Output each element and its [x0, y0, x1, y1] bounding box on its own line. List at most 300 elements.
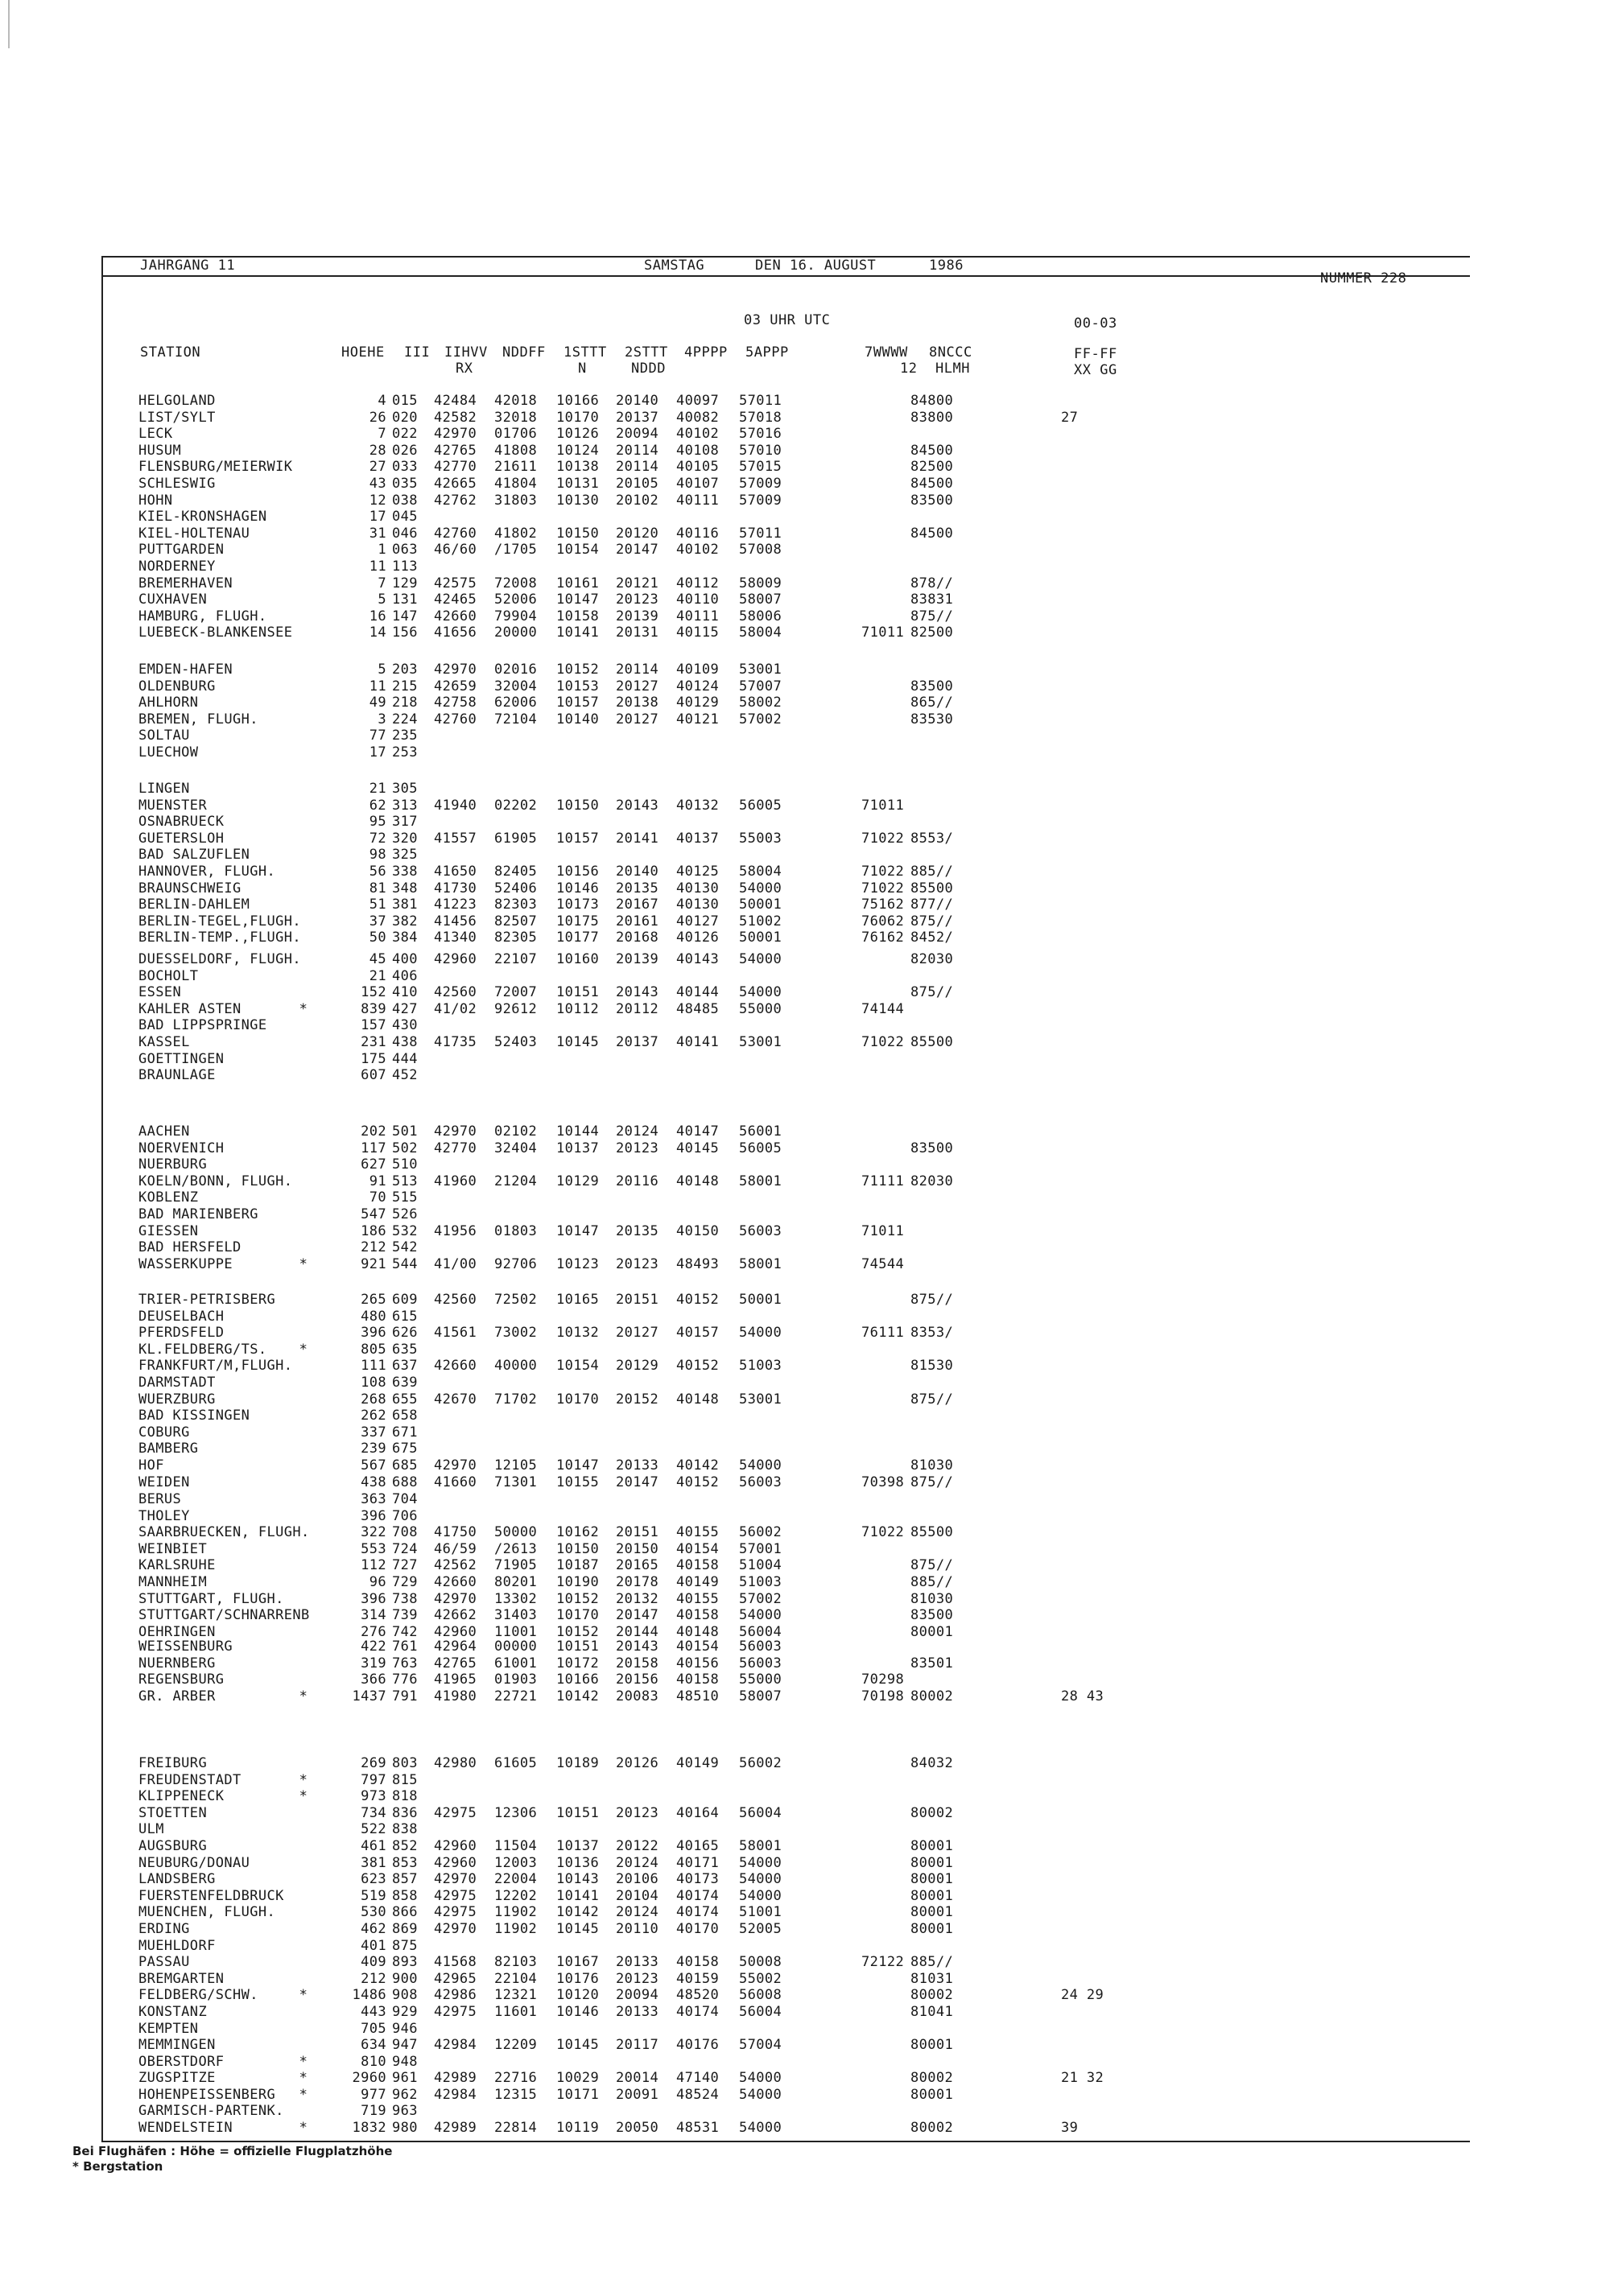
table-row: [103, 1871, 1470, 1888]
7wwww-value: 71111: [861, 1173, 905, 1189]
4pppp-value: 40148: [676, 1173, 720, 1189]
8nccc-value: 85500: [910, 880, 954, 897]
5appp-value: 56004: [739, 1804, 782, 1821]
station-height: 96: [369, 1573, 386, 1590]
4pppp-value: 40158: [676, 1954, 720, 1971]
station-number: 946: [392, 2020, 418, 2037]
2sttt-value: 20133: [616, 2003, 659, 2020]
iihvv-value: 42762: [434, 492, 477, 509]
4pppp-value: 40154: [676, 1540, 720, 1557]
iihvv-value: 42760: [434, 711, 477, 728]
station-name: BAMBERG: [138, 1441, 199, 1457]
1sttt-value: 10144: [556, 1123, 600, 1140]
station-number: 803: [392, 1755, 418, 1771]
5appp-value: 56005: [739, 1140, 782, 1156]
8nccc-value: 80001: [910, 1904, 954, 1921]
2sttt-value: 20138: [616, 695, 659, 711]
2sttt-value: 20123: [616, 1970, 659, 1987]
8nccc-value: 83530: [910, 711, 954, 728]
5appp-value: 54000: [739, 1871, 782, 1888]
nddff-value: 82305: [494, 930, 538, 946]
1sttt-value: 10147: [556, 1222, 600, 1239]
8nccc-value: 80001: [910, 1854, 954, 1871]
station-number: 235: [392, 728, 418, 744]
station-number: 320: [392, 830, 418, 847]
station-number: 815: [392, 1771, 418, 1788]
table-row: [103, 1557, 1470, 1574]
4pppp-value: 40149: [676, 1573, 720, 1590]
station-name: BREMEN, FLUGH.: [138, 711, 258, 728]
station-number: 724: [392, 1540, 418, 1557]
5appp-value: 51003: [739, 1573, 782, 1590]
issue-number: NUMMER 228: [1320, 270, 1407, 286]
5appp-value: 56001: [739, 1123, 782, 1140]
nddff-value: 72007: [494, 984, 538, 1001]
ffff-value: 27: [1061, 409, 1079, 426]
1sttt-value: 10170: [556, 1607, 600, 1624]
station-height: 265: [361, 1292, 386, 1308]
2sttt-value: 20123: [616, 1255, 659, 1272]
5appp-value: 54000: [739, 984, 782, 1001]
station-height: 70: [369, 1189, 386, 1206]
col-7wwww: 7WWWW: [865, 344, 908, 361]
iihvv-value: 41956: [434, 1222, 477, 1239]
station-number: 305: [392, 781, 418, 797]
4pppp-value: 40142: [676, 1457, 720, 1474]
station-height: 12: [369, 492, 386, 509]
1sttt-value: 10137: [556, 1837, 600, 1854]
station-height: 262: [361, 1408, 386, 1424]
table-row: [103, 1607, 1470, 1624]
2sttt-value: 20147: [616, 1474, 659, 1490]
station-height: 11: [369, 678, 386, 695]
4pppp-value: 48524: [676, 2086, 720, 2103]
8nccc-value: 81031: [910, 1970, 954, 1987]
station-number: 947: [392, 2037, 418, 2054]
table-row: [103, 1391, 1470, 1408]
nddff-value: 71301: [494, 1474, 538, 1490]
station-number: 382: [392, 913, 418, 930]
5appp-value: 54000: [739, 1607, 782, 1624]
2sttt-value: 20127: [616, 711, 659, 728]
station-name: BAD HERSFELD: [138, 1239, 242, 1256]
station-height: 49: [369, 695, 386, 711]
station-number: 858: [392, 1887, 418, 1904]
col-8nccc: 8NCCC: [929, 344, 972, 361]
station-number: 427: [392, 1000, 418, 1017]
2sttt-value: 20139: [616, 951, 659, 967]
station-name: DEUSELBACH: [138, 1308, 225, 1325]
1sttt-value: 10123: [556, 1255, 600, 1272]
4pppp-value: 40174: [676, 2003, 720, 2020]
station-height: 21: [369, 781, 386, 797]
station-number: 857: [392, 1871, 418, 1888]
iihvv-value: 42660: [434, 608, 477, 624]
table-row: [103, 575, 1470, 592]
station-number: 685: [392, 1457, 418, 1474]
nddff-value: 12321: [494, 1987, 538, 2004]
table-row: [103, 559, 1470, 575]
nddff-value: 12003: [494, 1854, 538, 1871]
iihvv-value: 42964: [434, 1639, 477, 1655]
mountain-marker: *: [299, 2070, 308, 2087]
5appp-value: 52005: [739, 1920, 782, 1937]
1sttt-value: 10130: [556, 492, 600, 509]
8nccc-value: 885//: [910, 1954, 954, 1971]
station-name: MANNHEIM: [138, 1573, 208, 1590]
station-height: 111: [361, 1358, 386, 1375]
station-height: 81: [369, 880, 386, 897]
8nccc-value: 80002: [910, 1804, 954, 1821]
station-name: OEHRINGEN: [138, 1623, 216, 1640]
iihvv-value: 41568: [434, 1954, 477, 1971]
station-height: 50: [369, 930, 386, 946]
table-row: [103, 1140, 1470, 1157]
station-height: 567: [361, 1457, 386, 1474]
station-group: [103, 951, 1470, 1084]
station-number: 253: [392, 744, 418, 761]
table-row: [103, 1755, 1470, 1772]
8nccc-value: 875//: [910, 984, 954, 1001]
7wwww-value: 71022: [861, 863, 905, 880]
table-row: [103, 1051, 1470, 1068]
5appp-value: 57011: [739, 393, 782, 409]
4pppp-value: 40155: [676, 1524, 720, 1541]
station-number: 063: [392, 542, 418, 559]
station-height: 627: [361, 1156, 386, 1173]
iihvv-value: 42484: [434, 393, 477, 409]
7wwww-value: 71022: [861, 1524, 905, 1541]
2sttt-value: 20139: [616, 608, 659, 624]
1sttt-value: 10158: [556, 608, 600, 624]
table-row: [103, 814, 1470, 831]
station-number: 156: [392, 624, 418, 641]
station-name: GIESSEN: [138, 1222, 199, 1239]
7wwww-value: 71022: [861, 830, 905, 847]
7wwww-value: 74544: [861, 1255, 905, 1272]
station-name: STUTTGART/SCHNARRENB: [138, 1607, 310, 1624]
4pppp-value: 40165: [676, 1837, 720, 1854]
station-number: 626: [392, 1325, 418, 1342]
iihvv-value: 42960: [434, 1854, 477, 1871]
station-number: 381: [392, 897, 418, 913]
station-name: REGENSBURG: [138, 1672, 225, 1688]
station-height: 5: [378, 592, 386, 608]
5appp-value: 55003: [739, 830, 782, 847]
station-height: 443: [361, 2003, 386, 2020]
nddff-value: 11902: [494, 1920, 538, 1937]
station-number: 502: [392, 1140, 418, 1156]
table-row: [103, 1239, 1470, 1256]
1sttt-value: 10145: [556, 1920, 600, 1937]
iihvv-value: 42560: [434, 984, 477, 1001]
table-row: [103, 2070, 1470, 2087]
8nccc-value: 877//: [910, 897, 954, 913]
nddff-value: 82303: [494, 897, 538, 913]
4pppp-value: 40144: [676, 984, 720, 1001]
station-name: GR. ARBER: [138, 1688, 216, 1704]
station-name: SCHLESWIG: [138, 475, 216, 492]
station-number: 224: [392, 711, 418, 728]
4pppp-value: 47140: [676, 2070, 720, 2087]
4pppp-value: 40154: [676, 1639, 720, 1655]
4pppp-value: 40121: [676, 711, 720, 728]
station-height: 112: [361, 1557, 386, 1574]
table-row: [103, 1508, 1470, 1525]
station-number: 675: [392, 1441, 418, 1457]
station-height: 62: [369, 797, 386, 814]
5appp-value: 58007: [739, 1688, 782, 1704]
1sttt-value: 10136: [556, 1854, 600, 1871]
station-height: 17: [369, 509, 386, 526]
table-row: [103, 1034, 1470, 1051]
station-name: BERLIN-TEMP.,FLUGH.: [138, 930, 302, 946]
station-name: BRAUNLAGE: [138, 1067, 216, 1084]
station-height: 37: [369, 913, 386, 930]
iihvv-value: 42960: [434, 1837, 477, 1854]
7wwww-value: 76162: [861, 930, 905, 946]
table-row: [103, 459, 1470, 476]
station-height: 269: [361, 1755, 386, 1771]
2sttt-value: 20127: [616, 678, 659, 695]
station-height: 152: [361, 984, 386, 1001]
5appp-value: 54000: [739, 951, 782, 967]
station-name: SOLTAU: [138, 728, 190, 744]
station-number: 020: [392, 409, 418, 426]
8nccc-value: 84500: [910, 525, 954, 542]
1sttt-value: 10187: [556, 1557, 600, 1574]
8nccc-value: 875//: [910, 608, 954, 624]
col-ffff: FF-FF: [1074, 346, 1117, 362]
8nccc-value: 875//: [910, 1391, 954, 1408]
iihvv-value: 42970: [434, 1457, 477, 1474]
station-number: 671: [392, 1424, 418, 1441]
table-row: [103, 2004, 1470, 2021]
observation-time: 03 UHR UTC: [744, 312, 831, 328]
col-2sttt: 2STTT: [625, 344, 668, 361]
station-number: 963: [392, 2103, 418, 2120]
5appp-value: 57015: [739, 459, 782, 476]
2sttt-value: 20117: [616, 2037, 659, 2054]
7wwww-value: 75162: [861, 897, 905, 913]
table-row: [103, 1457, 1470, 1474]
4pppp-value: 48493: [676, 1255, 720, 1272]
2sttt-value: 20133: [616, 1457, 659, 1474]
iihvv-value: 42560: [434, 1292, 477, 1308]
8nccc-value: 82030: [910, 1173, 954, 1189]
table-row: [103, 1805, 1470, 1822]
table-row: [103, 744, 1470, 761]
station-number: 313: [392, 797, 418, 814]
col-hoehe: HOEHE: [341, 344, 385, 361]
nddff-value: 41808: [494, 442, 538, 459]
4pppp-value: 40158: [676, 1557, 720, 1574]
2sttt-value: 20165: [616, 1557, 659, 1574]
4pppp-value: 40141: [676, 1033, 720, 1050]
iihvv-value: 42770: [434, 459, 477, 476]
station-number: 038: [392, 492, 418, 509]
1sttt-value: 10154: [556, 1358, 600, 1375]
8nccc-value: 878//: [910, 575, 954, 592]
1sttt-value: 10160: [556, 951, 600, 967]
5appp-value: 56008: [739, 1987, 782, 2004]
station-name: HOHENPEISSENBERG: [138, 2086, 276, 2103]
1sttt-value: 10165: [556, 1292, 600, 1308]
station-number: 317: [392, 814, 418, 831]
station-number: 438: [392, 1033, 418, 1050]
5appp-value: 58001: [739, 1837, 782, 1854]
footnotes: [72, 2144, 392, 2174]
8nccc-value: 84800: [910, 393, 954, 409]
1sttt-value: 10162: [556, 1524, 600, 1541]
station-height: 480: [361, 1308, 386, 1325]
station-name: KOELN/BONN, FLUGH.: [138, 1173, 293, 1189]
1sttt-value: 10138: [556, 459, 600, 476]
8nccc-value: 80001: [910, 1920, 954, 1937]
station-number: 818: [392, 1788, 418, 1805]
5appp-value: 58001: [739, 1255, 782, 1272]
station-number: 742: [392, 1623, 418, 1640]
station-height: 108: [361, 1374, 386, 1391]
nddff-value: 61905: [494, 830, 538, 847]
nddff-value: 20000: [494, 624, 538, 641]
mountain-marker: *: [299, 1255, 308, 1272]
iihvv-value: 42970: [434, 1590, 477, 1607]
iihvv-value: 42970: [434, 1920, 477, 1937]
date-label: DEN 16. AUGUST: [755, 258, 877, 274]
table-row: [103, 410, 1470, 427]
nddff-value: 32018: [494, 409, 538, 426]
2sttt-value: 20094: [616, 426, 659, 443]
table-row: [103, 1672, 1470, 1688]
station-height: 17: [369, 744, 386, 761]
table-row: [103, 2103, 1470, 2120]
7wwww-value: 70398: [861, 1474, 905, 1490]
station-name: FLENSBURG/MEIERWIK: [138, 459, 293, 476]
report-sheet: [101, 256, 1470, 2142]
station-height: 268: [361, 1391, 386, 1408]
station-name: STUTTGART, FLUGH.: [138, 1590, 284, 1607]
station-height: 43: [369, 475, 386, 492]
8nccc-value: 85500: [910, 1524, 954, 1541]
col-1sttt-sub: N: [578, 361, 587, 377]
station-group: [103, 393, 1470, 641]
nddff-value: 22814: [494, 2120, 538, 2137]
iihvv-value: 41980: [434, 1688, 477, 1704]
station-height: 810: [361, 2053, 386, 2070]
2sttt-value: 20105: [616, 475, 659, 492]
table-row: [103, 1838, 1470, 1855]
nddff-value: 11504: [494, 1837, 538, 1854]
station-group: [103, 1755, 1470, 2137]
station-name: PUTTGARDEN: [138, 542, 225, 559]
station-height: 91: [369, 1173, 386, 1189]
station-height: 409: [361, 1954, 386, 1971]
table-row: [103, 798, 1470, 814]
station-number: 929: [392, 2003, 418, 2020]
4pppp-value: 40129: [676, 695, 720, 711]
station-name: STOETTEN: [138, 1804, 208, 1821]
station-name: AUGSBURG: [138, 1837, 208, 1854]
4pppp-value: 40155: [676, 1590, 720, 1607]
nddff-value: 21611: [494, 459, 538, 476]
5appp-value: 58006: [739, 608, 782, 624]
nddff-value: 11902: [494, 1904, 538, 1921]
station-name: KARLSRUHE: [138, 1557, 216, 1574]
col-4pppp: 4PPPP: [684, 344, 728, 361]
station-name: NORDERNEY: [138, 558, 216, 575]
station-height: 27: [369, 459, 386, 476]
station-height: 98: [369, 847, 386, 864]
nddff-value: 92612: [494, 1000, 538, 1017]
station-name: GOETTINGEN: [138, 1050, 225, 1067]
station-name: ZUGSPITZE: [138, 2070, 216, 2087]
8nccc-value: 80001: [910, 1887, 954, 1904]
4pppp-value: 40111: [676, 492, 720, 509]
nddff-value: 22104: [494, 1970, 538, 1987]
1sttt-value: 10152: [556, 1590, 600, 1607]
1sttt-value: 10141: [556, 1887, 600, 1904]
station-group: [103, 1639, 1470, 1704]
station-height: 322: [361, 1524, 386, 1541]
table-row: [103, 1342, 1470, 1358]
5appp-value: 56003: [739, 1655, 782, 1672]
4pppp-value: 40148: [676, 1623, 720, 1640]
station-name: KASSEL: [138, 1033, 190, 1050]
1sttt-value: 10142: [556, 1904, 600, 1921]
station-number: 400: [392, 951, 418, 967]
5appp-value: 56003: [739, 1474, 782, 1490]
2sttt-value: 20120: [616, 525, 659, 542]
station-number: 532: [392, 1222, 418, 1239]
station-number: 838: [392, 1821, 418, 1838]
5appp-value: 57004: [739, 2037, 782, 2054]
station-height: 21: [369, 967, 386, 984]
station-number: 635: [392, 1341, 418, 1358]
2sttt-value: 20123: [616, 1140, 659, 1156]
station-number: 526: [392, 1206, 418, 1222]
5appp-value: 50001: [739, 930, 782, 946]
station-number: 893: [392, 1954, 418, 1971]
8nccc-value: 83831: [910, 592, 954, 608]
station-name: BAD LIPPSPRINGE: [138, 1017, 267, 1034]
station-name: HOHN: [138, 492, 173, 509]
table-row: [103, 1904, 1470, 1921]
2sttt-value: 20121: [616, 575, 659, 592]
table-row: [103, 592, 1470, 608]
iihvv-value: 42970: [434, 426, 477, 443]
5appp-value: 54000: [739, 1457, 782, 1474]
nddff-value: 22721: [494, 1688, 538, 1704]
5appp-value: 57011: [739, 525, 782, 542]
1sttt-value: 10166: [556, 393, 600, 409]
iihvv-value: 42575: [434, 575, 477, 592]
4pppp-value: 40115: [676, 624, 720, 641]
footer-rule: [103, 2141, 1470, 2142]
5appp-value: 54000: [739, 2120, 782, 2137]
col-7wwww-sub: 12: [900, 361, 918, 377]
7wwww-value: 76062: [861, 913, 905, 930]
station-name: LECK: [138, 426, 173, 443]
station-height: 117: [361, 1140, 386, 1156]
mountain-marker: *: [299, 1341, 308, 1358]
2sttt-value: 20141: [616, 830, 659, 847]
5appp-value: 57001: [739, 1540, 782, 1557]
5appp-value: 57002: [739, 1590, 782, 1607]
station-height: 977: [361, 2086, 386, 2103]
table-row: [103, 1987, 1470, 2004]
table-row: [103, 897, 1470, 913]
